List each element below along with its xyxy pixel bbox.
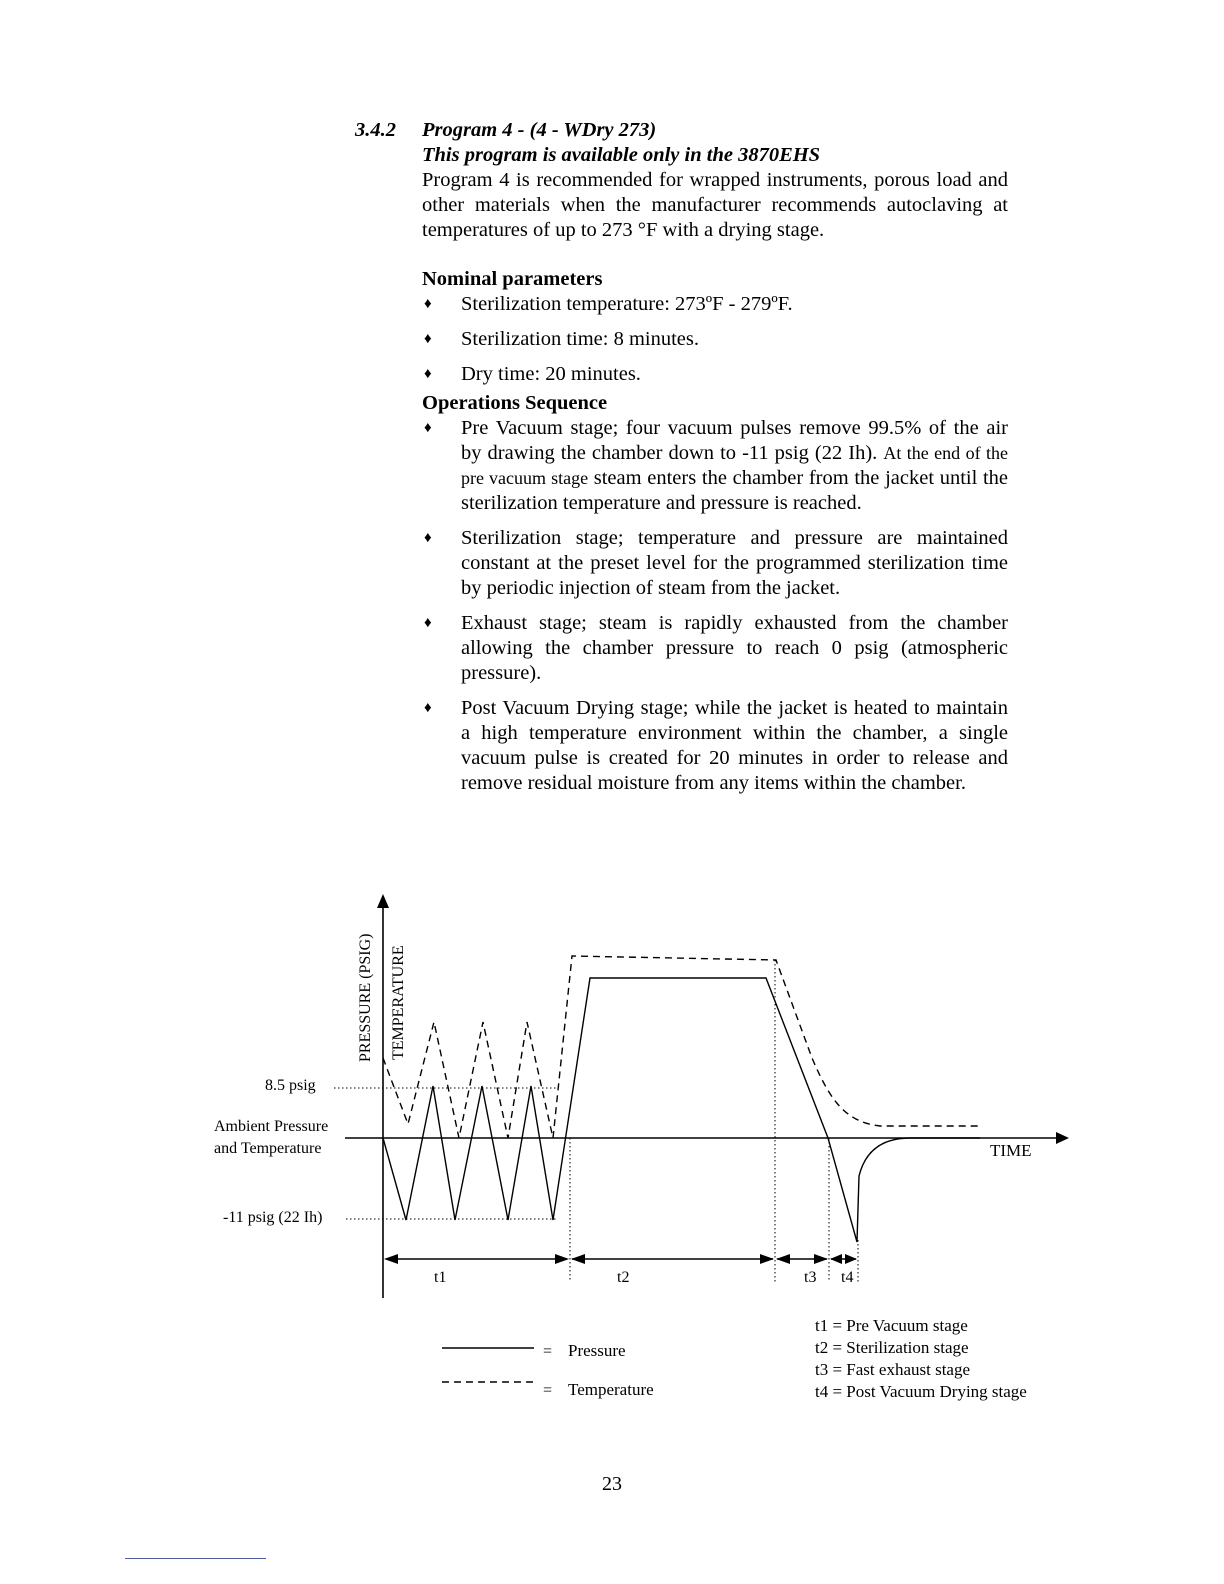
list-item (422, 696, 1008, 796)
legend-pressure-label: Pressure (568, 1341, 626, 1360)
stage-arrow-t4 (830, 1254, 857, 1264)
legend-equals: = (543, 1382, 553, 1399)
list-item (422, 526, 1008, 601)
diamond-bullet-icon: ♦ (424, 296, 432, 312)
diamond-bullet-icon: ♦ (424, 331, 432, 347)
operations-sequence-list (422, 416, 1008, 796)
list-item (422, 416, 1008, 516)
op-sterilization-text: Sterilization stage; temperature and pressure are maintained constant at the preset level for the programmed sterilization time by periodic injection of steam from the jacket. (461, 527, 1008, 599)
page-number: 23 (602, 1473, 622, 1495)
stage-key-t2: t2 = Sterilization stage (815, 1338, 969, 1357)
section-subtitle: This program is available only in the 3870EHS (422, 144, 821, 166)
nominal-parameters-heading: Nominal parameters (422, 268, 603, 290)
list-item: ♦ Sterilization time: 8 minutes. (424, 328, 699, 350)
stage-label-t2: t2 (617, 1269, 630, 1286)
section-number: 3.4.2 (355, 119, 396, 141)
stage-key-t1: t1 = Pre Vacuum stage (815, 1316, 968, 1335)
stage-arrow-t2 (571, 1254, 774, 1264)
op-pre-vacuum-text-end: steam enters the chamber from the jacket until the sterilization temperature and pressure is reached. (461, 467, 1009, 514)
diamond-bullet-icon: ♦ (424, 700, 432, 716)
operations-sequence-heading: Operations Sequence (422, 392, 608, 414)
ambient-label-line2: and Temperature (214, 1140, 322, 1157)
stage-label-t3: t3 (804, 1269, 817, 1286)
op-exhaust-text: Exhaust stage; steam is rapidly exhausted from the chamber allowing the chamber pressure to reach 0 psig (atmospheric pressure). (461, 612, 1008, 684)
section-heading (355, 118, 1008, 143)
intro-paragraph: Program 4 is recommended for wrapped instruments, porous load and other materials when the manufacturer recommends autoclaving at temperatures of up to 273 °F with a drying stage. (422, 169, 1008, 241)
diamond-bullet-icon: ♦ (424, 615, 432, 631)
list-item (422, 611, 1008, 686)
x-axis-label: TIME (990, 1141, 1032, 1160)
x-axis-arrow-icon (1056, 1132, 1069, 1144)
diamond-bullet-icon: ♦ (424, 530, 432, 546)
document-body (355, 118, 1009, 806)
footer-rule (125, 1558, 266, 1559)
op-pre-vacuum-text: Pre Vacuum stage; four vacuum pulses remove 99.5% of the air by drawing the chamber down to -11 psig (22 Ih). (461, 417, 1008, 464)
section-title: Program 4 - (4 - WDry 273) (422, 119, 657, 141)
temperature-curve (383, 956, 980, 1138)
y-axis-label-pressure: PRESSURE (PSIG) (357, 933, 374, 1062)
stage-key-t3: t3 = Fast exhaust stage (815, 1360, 971, 1379)
y-axis-label-temperature: TEMPERATURE (390, 945, 407, 1060)
y-axis-arrow-icon (377, 894, 389, 908)
legend-equals: = (543, 1343, 553, 1360)
legend-temperature-label: Temperature (568, 1380, 654, 1399)
stage-label-t1: t1 (434, 1269, 447, 1286)
diamond-bullet-icon: ♦ (424, 366, 432, 382)
stage-arrow-t1 (384, 1254, 569, 1264)
list-item: ♦ Sterilization temperature: 273ºF - 279ºF. (424, 293, 793, 315)
list-item: ♦ Dry time: 20 minutes. (424, 363, 641, 385)
cycle-diagram (0, 880, 1224, 1420)
stage-arrow-t3 (776, 1254, 828, 1264)
stage-label-t4: t4 (841, 1269, 854, 1286)
stage-key-t4: t4 = Post Vacuum Drying stage (815, 1382, 1027, 1401)
op-post-vacuum-text: Post Vacuum Drying stage; while the jacket is heated to maintain a high temperature environment within the chamber, a single vacuum pulse is created for 20 minutes in order to release and remove residual moisture from any items within the chamber. (461, 697, 1008, 794)
nominal-parameters-list (422, 292, 1008, 387)
level-low-label: -11 psig (22 Ih) (223, 1209, 323, 1226)
op-pre-vacuum-note: At the end of the pre vacuum stage (461, 443, 1008, 488)
pressure-curve (383, 978, 980, 1242)
diamond-bullet-icon: ♦ (424, 420, 432, 436)
ambient-label-line1: Ambient Pressure (214, 1118, 329, 1135)
level-high-label: 8.5 psig (265, 1077, 316, 1094)
